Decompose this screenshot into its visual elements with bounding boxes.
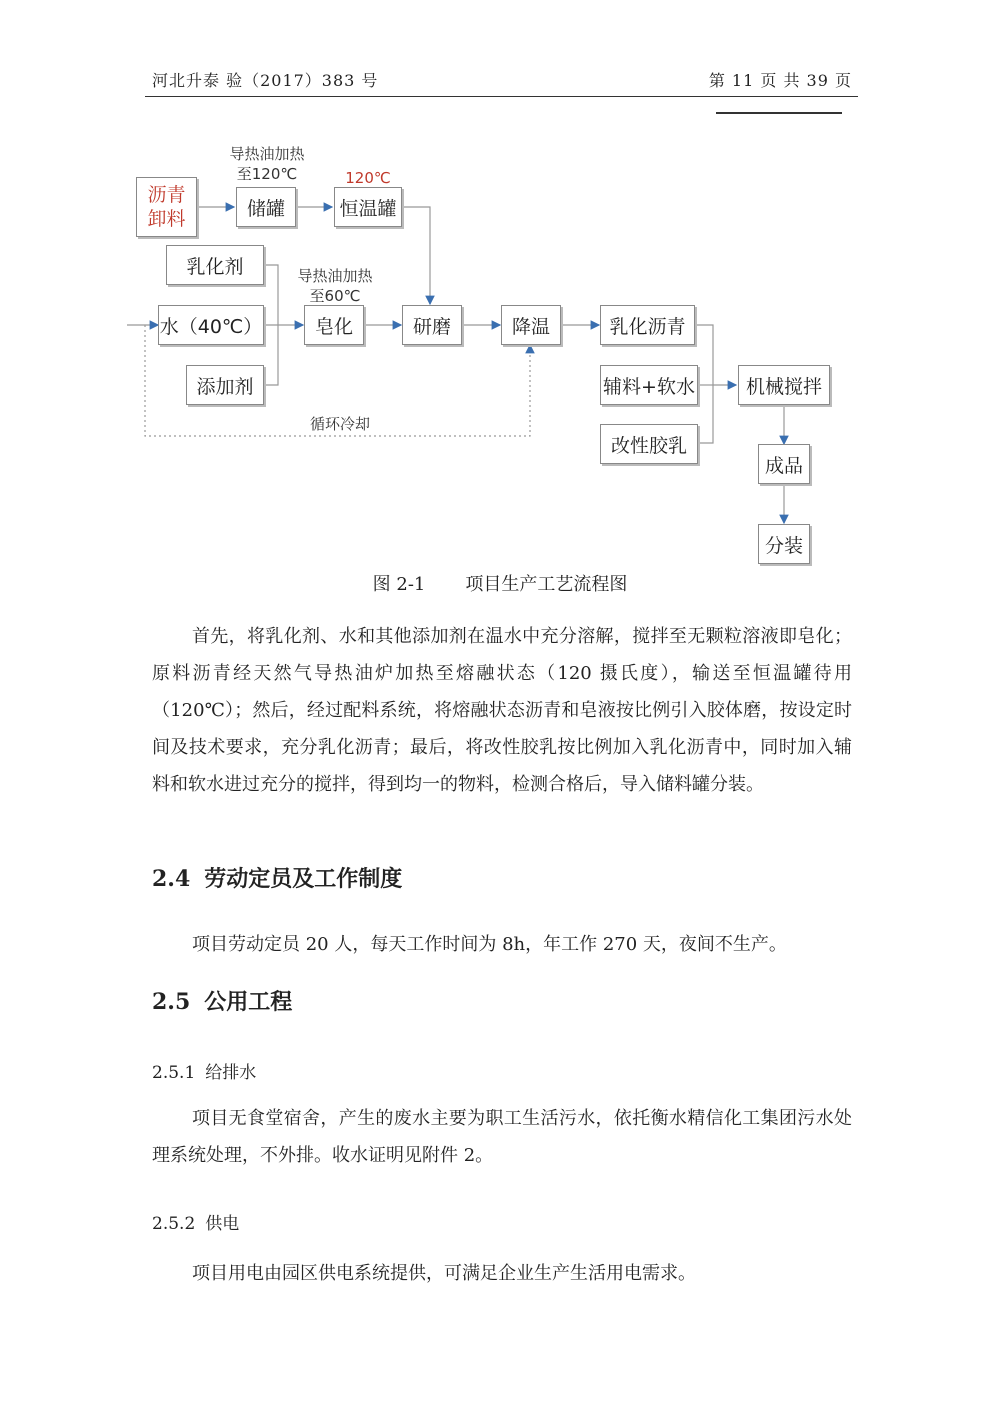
node-finished-product: 成品	[758, 444, 810, 484]
node-cooling: 降温	[501, 305, 561, 345]
node-modified-latex: 改性胶乳	[600, 424, 698, 464]
node-additive: 添加剂	[186, 365, 264, 405]
section-title: 劳动定员及工作制度	[204, 866, 403, 892]
subsection-number: 2.5.2	[152, 1214, 196, 1234]
section-heading-2-5	[152, 985, 292, 1016]
node-packaging: 分装	[758, 524, 810, 564]
figure-title: 项目生产工艺流程图	[465, 574, 628, 595]
paragraph-water: 项目无食堂宿舍，产生的废水主要为职工生活污水，依托衡水精信化工集团污水处理系统处理，不外排。收水证明见附件 2。	[152, 1108, 852, 1166]
process-flowchart	[0, 0, 1000, 570]
node-grinding: 研磨	[402, 305, 462, 345]
paragraph-power: 项目用电由园区供电系统提供，可满足企业生产生活用电需求。	[192, 1263, 696, 1284]
node-auxiliary-water: 辅料+软水	[600, 365, 698, 405]
figure-number: 图 2-1	[372, 574, 426, 595]
subsection-heading-2-5-2	[152, 1209, 239, 1234]
page-header-left: 河北升泰 验（2017）383 号	[152, 71, 379, 90]
node-emulsified-asphalt: 乳化沥青	[600, 305, 695, 345]
label-heat-120-line1: 导热油加热	[229, 145, 305, 163]
section-number: 2.4	[152, 866, 191, 892]
node-storage-tank: 储罐	[236, 187, 296, 227]
node-asphalt-line2: 卸料	[147, 208, 186, 230]
node-mechanical-mixing: 机械搅拌	[738, 365, 830, 405]
label-heat-120	[212, 144, 322, 184]
paragraph-process-description: 首先，将乳化剂、水和其他添加剂在温水中充分溶解，搅拌至无颗粒溶液即皂化；原料沥青经天然气导热油炉加热至熔融状态（120 摄氏度），输送至恒温罐待用（120℃）；然后，经过配料系统，将熔融状态沥青和皂液按比例引入胶体磨，按设定时间及技术要求，充分乳化沥青；最后，将改性胶乳按比例加入乳化沥青中，同时加入辅料和软水进过充分的搅拌，得到均一的物料，检测合格后，导入储料罐分装。	[152, 626, 852, 795]
section-title: 公用工程	[204, 989, 293, 1015]
label-temp-120: 120℃	[345, 169, 391, 187]
subsection-title: 给排水	[205, 1063, 257, 1083]
node-water: 水（40℃）	[158, 305, 264, 345]
node-asphalt-unload	[136, 177, 197, 237]
paragraph-staffing: 项目劳动定员 20 人，每天工作时间为 8h，年工作 270 天，夜间不生产。	[192, 934, 787, 955]
section-heading-2-4	[152, 862, 402, 893]
figure-caption	[0, 570, 1000, 596]
label-cycle-cooling: 循环冷却	[309, 415, 370, 433]
label-heat-60-line1: 导热油加热	[297, 267, 373, 285]
subsection-title: 供电	[205, 1214, 240, 1234]
node-thermostatic-tank: 恒温罐	[334, 187, 402, 227]
label-heat-60	[280, 266, 390, 306]
label-heat-60-line2: 至60℃	[309, 287, 361, 305]
subsection-heading-2-5-1	[152, 1058, 256, 1083]
label-heat-120-line2: 至120℃	[236, 165, 298, 183]
node-saponification: 皂化	[304, 305, 364, 345]
page-number: 第 11 页 共 39 页	[708, 71, 852, 90]
node-asphalt-line1: 沥青	[147, 184, 186, 206]
flowchart-connectors	[0, 0, 1000, 570]
subsection-number: 2.5.1	[152, 1063, 196, 1083]
node-emulsifier: 乳化剂	[166, 245, 264, 285]
section-number: 2.5	[152, 989, 191, 1015]
